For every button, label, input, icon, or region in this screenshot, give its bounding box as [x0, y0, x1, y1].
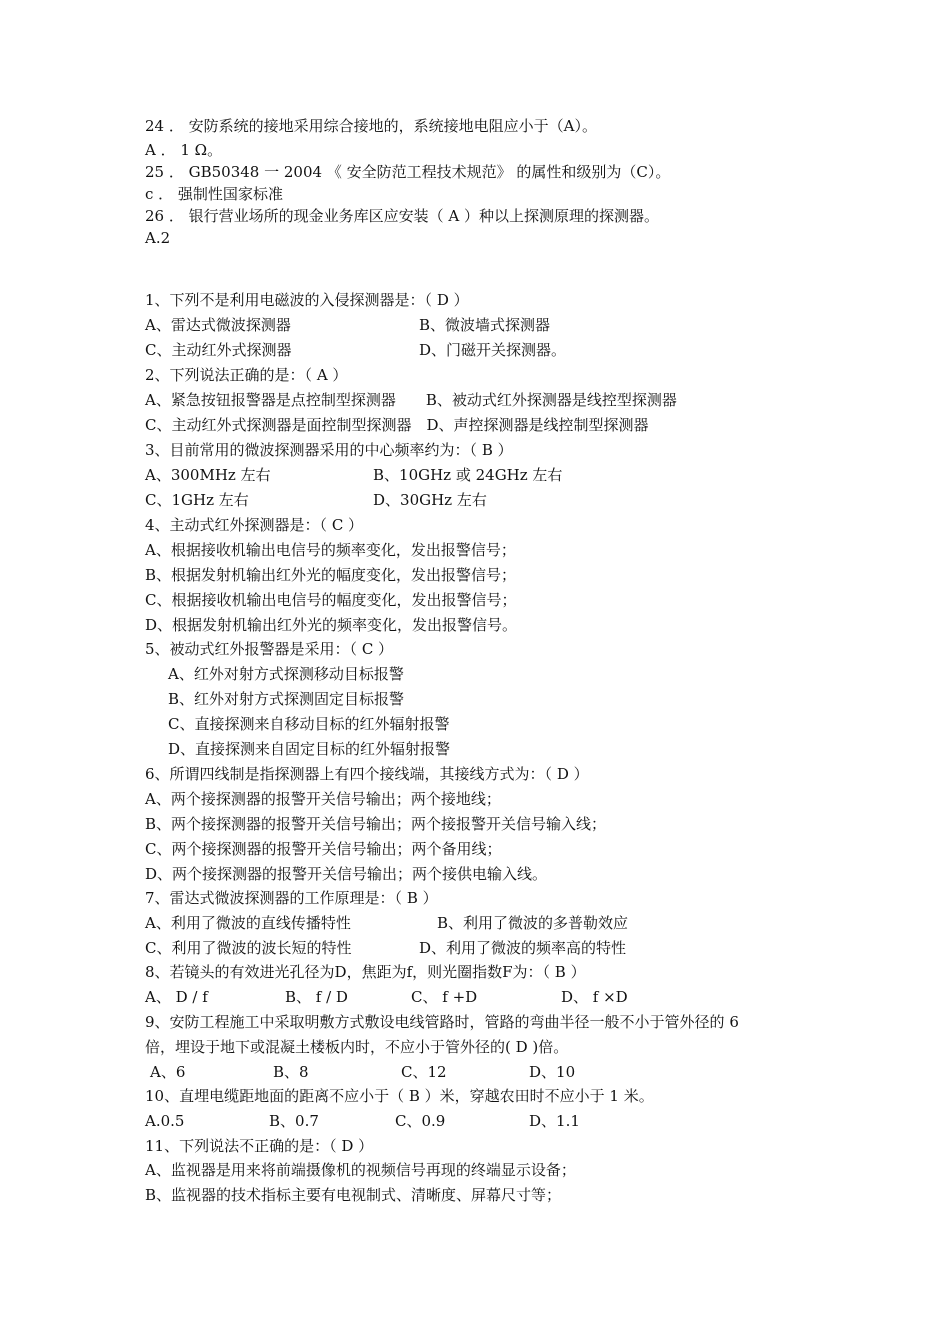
q11-option-a: A、监视器是用来将前端摄像机的视频信号再现的终端显示设备；: [145, 1161, 576, 1179]
q3-option-c: C、1GHz 左右: [145, 491, 249, 509]
q2-stem: 2、下列说法正确的是：（ A ）: [145, 366, 348, 384]
q8-option-b: B、 f / D: [285, 988, 348, 1006]
q4-option-a: A、根据接收机输出电信号的频率变化，发出报警信号；: [145, 541, 516, 559]
q7-stem: 7、雷达式微波探测器的工作原理是：（ B ）: [145, 889, 438, 907]
q9-stem-line1: 9、安防工程施工中采取明敷方式敷设电线管路时，管路的弯曲半径一般不小于管外径的 6: [145, 1013, 739, 1031]
q10-option-c: C、0.9: [395, 1112, 446, 1130]
q1-stem: 1、下列不是利用电磁波的入侵探测器是：（ D ）: [145, 291, 469, 309]
q10-option-b: B、0.7: [269, 1112, 319, 1130]
q8-option-a: A、 D / f: [145, 988, 208, 1006]
q10-option-a: A.0.5: [145, 1112, 185, 1130]
q4-option-c: C、根据接收机输出电信号的幅度变化，发出报警信号；: [145, 591, 517, 609]
top-line-26: 26 ． 银行营业场所的现金业务库区应安装（ A ）种以上探测原理的探测器。: [145, 207, 659, 225]
q9-stem-line2: 倍，埋设于地下或混凝土楼板内时，不应小于管外径的( D )倍。: [145, 1038, 569, 1056]
q10-option-d: D、1.1: [529, 1112, 580, 1130]
q5-option-c: C、直接探测来自移动目标的红外辐射报警: [168, 715, 450, 733]
q8-option-c: C、 f +D: [411, 988, 478, 1006]
q11-stem: 11、下列说法不正确的是：（ D ）: [145, 1137, 374, 1155]
q3-stem: 3、目前常用的微波探测器采用的中心频率约为：（ B ）: [145, 441, 513, 459]
q9-option-a: A、6: [150, 1063, 186, 1081]
q7-option-c: C、利用了微波的波长短的特性: [145, 939, 352, 957]
top-line-24: 24 ． 安防系统的接地采用综合接地的，系统接地电阻应小于（A）。: [145, 117, 597, 135]
q7-option-b: B、利用了微波的多普勒效应: [437, 914, 629, 932]
q1-option-d: D、门磁开关探测器。: [419, 341, 567, 359]
q6-option-c: C、两个接探测器的报警开关信号输出；两个备用线；: [145, 840, 502, 858]
q1-option-b: B、微波墙式探测器: [419, 316, 551, 334]
q9-option-c: C、12: [401, 1063, 447, 1081]
q4-option-d: D、根据发射机输出红外光的频率变化，发出报警信号。: [145, 616, 518, 634]
q7-option-a: A、利用了微波的直线传播特性: [145, 914, 351, 932]
q9-option-d: D、10: [529, 1063, 576, 1081]
q9-option-b: B、8: [273, 1063, 309, 1081]
q5-option-a: A、红外对射方式探测移动目标报警: [168, 665, 404, 683]
q5-option-b: B、红外对射方式探测固定目标报警: [168, 690, 405, 708]
q6-option-a: A、两个接探测器的报警开关信号输出；两个接地线；: [145, 790, 501, 808]
q6-option-b: B、两个接探测器的报警开关信号输出；两个接报警开关信号输入线；: [145, 815, 607, 833]
top-line-25: 25 ． GB50348 一 2004 《 安全防范工程技术规范》 的属性和级别为（C）。: [145, 163, 671, 181]
q6-stem: 6、所谓四线制是指探测器上有四个接线端，其接线方式为：（ D ）: [145, 765, 589, 783]
top-line-26-answer: A.2: [145, 229, 171, 247]
top-line-24-answer: A ． 1 Ω。: [145, 141, 223, 159]
q1-option-c: C、主动红外式探测器: [145, 341, 292, 359]
q8-option-d: D、 f ×D: [561, 988, 628, 1006]
q3-option-b: B、10GHz 或 24GHz 左右: [373, 466, 563, 484]
q7-option-d: D、利用了微波的频率高的特性: [419, 939, 627, 957]
q4-option-b: B、根据发射机输出红外光的幅度变化，发出报警信号；: [145, 566, 517, 584]
q3-option-d: D、30GHz 左右: [373, 491, 487, 509]
q5-option-d: D、直接探测来自固定目标的红外辐射报警: [168, 740, 451, 758]
q6-option-d: D、两个接探测器的报警开关信号输出；两个接供电输入线。: [145, 865, 548, 883]
q5-stem: 5、被动式红外报警器是采用：（ C ）: [145, 640, 394, 658]
q2-options-row1: A、紧急按钮报警器是点控制型探测器 B、被动式红外探测器是线控型探测器: [145, 391, 677, 409]
q2-options-row2: C、主动红外式探测器是面控制型探测器 D、声控探测器是线控制型探测器: [145, 416, 649, 434]
q3-option-a: A、300MHz 左右: [145, 466, 271, 484]
q11-option-b: B、监视器的技术指标主要有电视制式、清晰度、屏幕尺寸等；: [145, 1186, 562, 1204]
q8-stem: 8、若镜头的有效进光孔径为D，焦距为f，则光圈指数F为：（ B ）: [145, 963, 586, 981]
top-line-25-answer: c ． 强制性国家标准: [145, 185, 283, 203]
q1-option-a: A、雷达式微波探测器: [145, 316, 291, 334]
q10-stem: 10、直埋电缆距地面的距离不应小于（ B ）米，穿越农田时不应小于 1 米。: [145, 1087, 654, 1105]
q4-stem: 4、主动式红外探测器是：（ C ）: [145, 516, 364, 534]
